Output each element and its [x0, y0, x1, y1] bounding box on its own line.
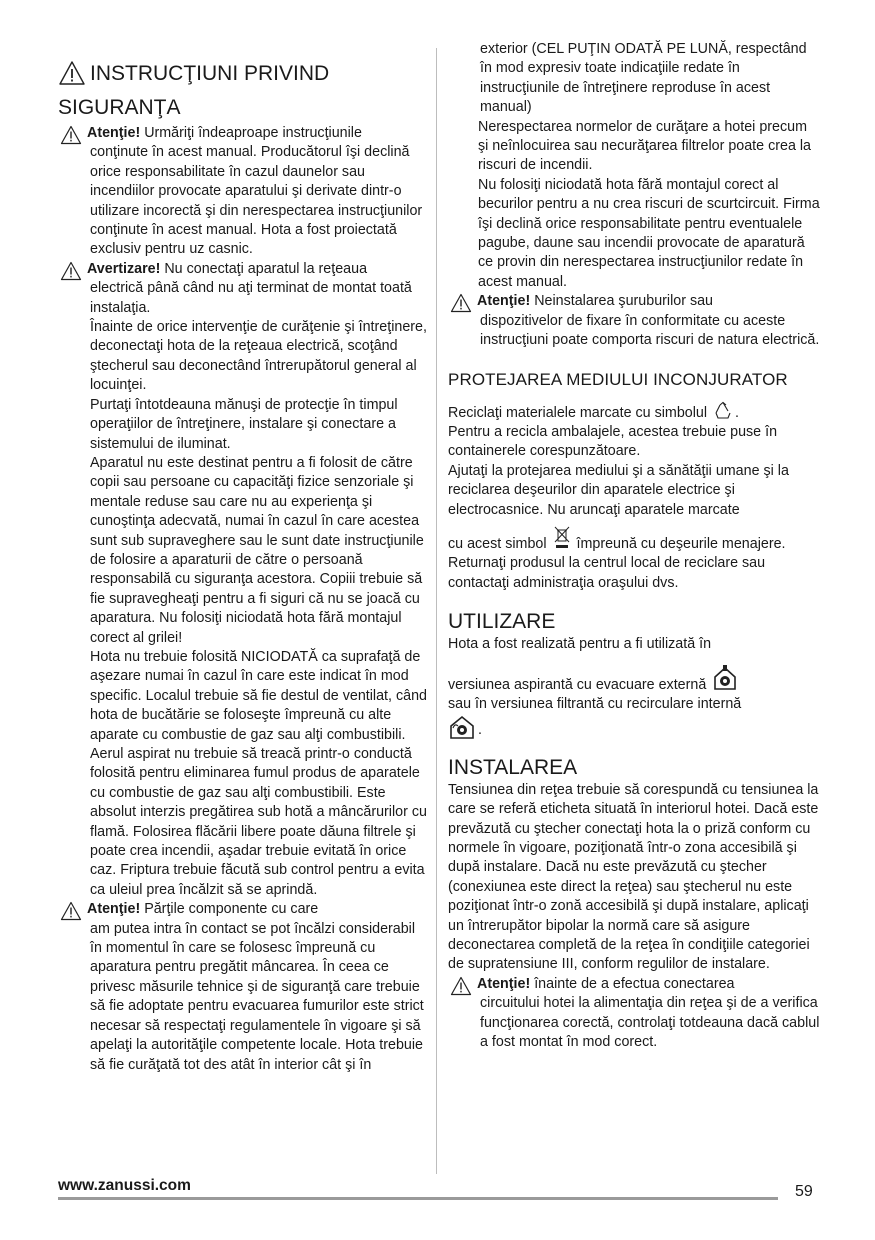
- warning-text-first: Părţile componente cu care: [140, 901, 319, 918]
- warning-text: am putea intra în contact se pot încălzi considerabil în momentul în care se folosesc împreună cu aparatura pentru pregătit mâncarea. În ceea ce privesc măsurile tehnice şi de siguranţă care trebuie să fie adoptate pentru evacuarea fumurilor este strict necesar să respectaţi regulamentele în vigoare şi să apelaţi la autorităţile competente locale. Hota trebuie să fie curăţată tot des atât în interior cât şi în: [90, 920, 424, 1073]
- recirculation-mode-icon: [448, 714, 476, 740]
- paragraph: Hota a fost realizată pentru a fi utilizată în: [448, 636, 712, 653]
- warning-icon: [58, 60, 86, 86]
- footer-website: www.zanussi.com: [58, 1177, 191, 1194]
- paragraph: Nerespectarea normelor de curăţare a hotei precum şi neînlocuirea sau necurăţarea filtrelor poate crea la riscuri de incendii.: [478, 118, 811, 174]
- usage-text-c: .: [478, 722, 482, 739]
- paragraph: [448, 714, 820, 740]
- footer-rule: [58, 1197, 778, 1200]
- warning-label: Atenţie!: [477, 293, 531, 310]
- warning-icon: [450, 976, 472, 996]
- paragraph: Tensiunea din reţea trebuie să corespundă cu tensiunea la care se referă eticheta situată în interiorul hotei. Dacă este prevăzută cu ştecher conectaţi hota la o priză conform cu normele în vigoare, poziţionată într-o zona accesibilă şi după instalare. Dacă nu este prevăzută cu ştecher (conexiunea este direct la reţea) sau ştecherul nu este poziţionat într-o zonă accesibilă şi după instalare, aplicaţi un întrerupător bipolar la normă care să asigure deconectarea completă de la reţea în condiţiile categoriei de supratensiune III, conform regulilor de instalare.: [448, 781, 819, 973]
- crossed-bin-icon: [553, 526, 571, 550]
- usage-text-b: sau în versiunea filtrantă cu recirculare internă: [448, 695, 742, 712]
- paragraph: [448, 665, 820, 695]
- warning-text-first: înainte de a efectua conectarea: [530, 975, 735, 992]
- warning-icon: [60, 261, 82, 281]
- warning-text: circuitului hotei la alimentaţia din reţea şi de a verifica funcţionarea corectă, controlaţi totdeauna dacă cablul a fost montat în mod corect.: [480, 995, 820, 1051]
- extraction-mode-icon: [712, 665, 738, 691]
- environment-title: PROTEJAREA MEDIULUI INCONJURATOR: [448, 369, 788, 389]
- installation-title: INSTALAREA: [448, 755, 578, 779]
- safety-title-line1: INSTRUCŢIUNI PRIVIND: [90, 62, 330, 85]
- paragraph: Pentru a recicla ambalajele, acestea trebuie puse în containerele corespunzătoare.: [448, 423, 778, 460]
- warning-label: Avertizare!: [87, 260, 161, 277]
- warning-label: Atenţie!: [87, 125, 141, 141]
- right-column: [448, 40, 820, 1052]
- column-divider: [436, 48, 437, 1174]
- usage-text-a: versiunea aspirantă cu evacuare externă: [448, 676, 707, 693]
- paragraph: Înainte de orice intervenţie de curăţenie şi întreţinere, deconectaţi hota de la reţeaua electrică, scoţând ştecherul sau deconectând întrerupătorul general al locuinţei.: [90, 319, 427, 394]
- paragraph: [448, 695, 820, 714]
- paragraph: Aparatul nu este destinat pentru a fi folosit de către copii sau persoane cu capacităţi fizice senzoriale şi mentale reduse sau care nu au experienţa şi cunoştinţa adecvată, numai în cazul în care acestea sunt sub supraveghere sau le sunt date instrucţiunile de folosire a aparaturii de către o persoană responsabilă cu siguranţa acestora. Copiii trebuie să fie supravegheaţi pentru a fi siguri că nu se joacă cu aparatura. Nu folosiţi niciodată hota fără montajul corect al grilei!: [90, 454, 424, 646]
- safety-title-line2: SIGURANŢA: [58, 96, 181, 119]
- warning-text: electrică până când nu aţi terminat de montat toată instalaţia.: [90, 280, 412, 316]
- warning-text-first: Neinstalarea şuruburilor sau: [530, 293, 713, 310]
- paragraph: Hota nu trebuie folosită NICIODATĂ ca suprafaţă de aşezare numai în cazul în care este indicat în mod specific. Localul trebuie să fie destul de ventilat, când hota de bucătărie se foloseşte împreună cu alte aparate cu combustie de gaz sau alţi combustibili. Aerul aspirat nu trebuie să treacă printr-o conductă folosită pentru eliminarea fumul produs de aparatele cu combustie de gaz sau alţi combustibili. Este absolut interzis pregătirea sub hotă a mâncărurilor cu flamă. Folosirea flăcării libere poate dăuna filtrele şi poate crea incendii, aşadar trebuie evitată în orice caz. Friptura trebuie făcută sub control pentru a evita ca uleiul prea încălzit să se aprindă.: [90, 648, 427, 898]
- warning-text-first: Nu conectaţi aparatul la reţeaua: [160, 260, 368, 277]
- warning-block: [448, 975, 820, 1053]
- warning-label: Atenţie!: [87, 901, 141, 918]
- usage-title: UTILIZARE: [448, 610, 556, 634]
- warning-text: dispozitivelor de fixare în conformitate cu aceste instrucţiuni poate comporta riscuri de natura electrică.: [480, 312, 820, 349]
- env-text-d: împreună cu deşeurile menajere. Returnaţi produsul la centrul local de reciclare sau contactaţi administraţia oraşului dvs.: [448, 535, 786, 591]
- warning-text: conţinute în acest manual. Producătorul îşi declină orice responsabilitate în cazul daunelor sau incendiilor provocate aparatului şi derivate dintr-o utilizare incorectă şi din nerespectarea instrucţiunilor conţinute în acest manual. Hota a fost proiectată exclusiv pentru uz casnic.: [90, 144, 423, 258]
- safety-title: [58, 58, 430, 90]
- recycle-icon: [713, 401, 733, 421]
- warning-label: Atenţie!: [477, 975, 531, 992]
- warning-icon: [60, 125, 82, 145]
- warning-block: [448, 292, 820, 350]
- paragraph: [448, 401, 820, 423]
- warning-block: [58, 260, 430, 318]
- left-column: [58, 48, 430, 1075]
- paragraph: Purtaţi întotdeauna mănuşi de protecţie în timpul operaţiilor de întreţinere, instalare şi conectare a sistemului de iluminat.: [90, 396, 398, 452]
- env-text-c: cu acest simbol: [448, 535, 547, 552]
- env-text-b: .: [735, 404, 739, 421]
- page-number: 59: [795, 1183, 813, 1200]
- paragraph: Ajutaţi la protejarea mediului şi a sănătăţii umane şi la reciclarea deşeurilor din aparatele electrice şi electrocasnice. Nu aruncaţi aparatele marcate: [448, 462, 789, 518]
- warning-text-first: Urmăriţi îndeaproape instrucţiunile: [140, 125, 362, 141]
- paragraph: [448, 526, 820, 593]
- warning-icon: [450, 293, 472, 313]
- paragraph: exterior (CEL PUŢIN ODATĂ PE LUNĂ, respectând în mod expresiv toate indicaţiile redate în instrucţiunile de întreţinere reproduse în acest manual): [480, 41, 807, 116]
- warning-block: [58, 124, 430, 260]
- paragraph: Nu folosiţi niciodată hota fără montajul corect al becurilor pentru a nu crea riscuri de scurtcircuit. Firma îşi declină orice responsabilitate pentru eventualele pagube, daune sau incendii provocate de aparatură ce provin din nerespectarea instrucţiunilor redate în acest manual.: [478, 176, 820, 290]
- env-text-a: Reciclaţi materialele marcate cu simbolul: [448, 404, 708, 421]
- warning-icon: [60, 901, 82, 921]
- warning-block: [58, 900, 430, 1075]
